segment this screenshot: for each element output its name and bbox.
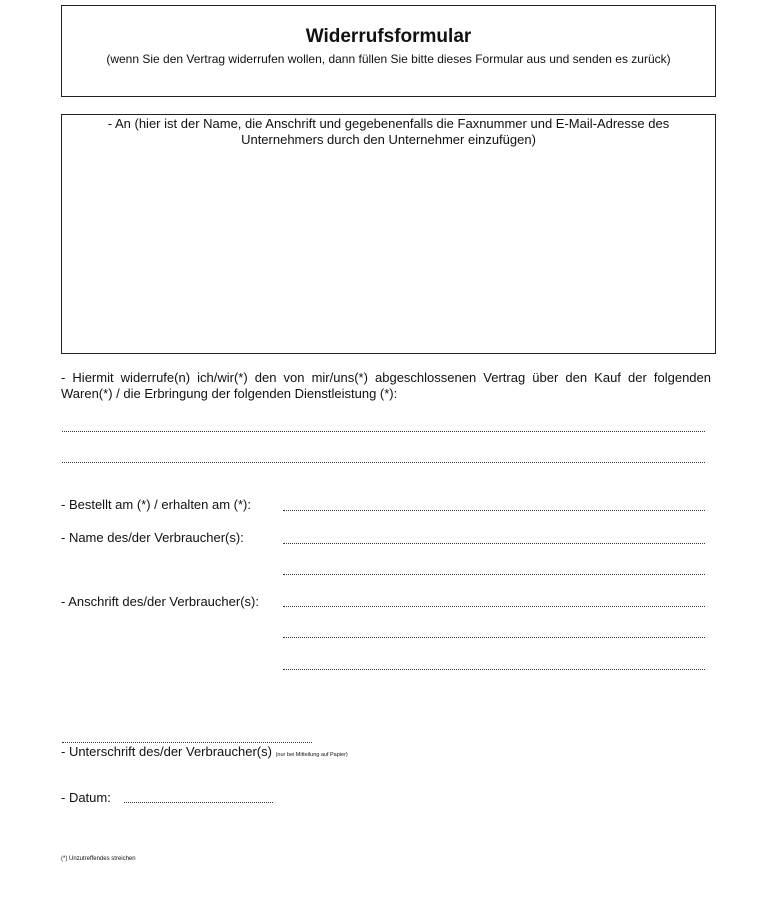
declaration-text: - Hiermit widerrufe(n) ich/wir(*) den von mir/uns(*) abgeschlossenen Vertrag über den Kauf der folgenden Waren(*) / die Erbringung der folgenden Dienstleistung (*):	[61, 370, 711, 401]
signature-line[interactable]	[62, 742, 312, 743]
recipient-box[interactable]	[61, 114, 716, 354]
address-label: - Anschrift des/der Verbraucher(s):	[61, 594, 259, 609]
ordered-date-line[interactable]	[283, 510, 705, 511]
date-label: - Datum:	[61, 790, 111, 805]
form-subtitle: (wenn Sie den Vertrag widerrufen wollen, dann füllen Sie bitte dieses Formular aus und senden es zurück)	[106, 52, 671, 66]
footnote: (*) Unzutreffendes streichen	[61, 856, 136, 862]
title-box	[61, 5, 716, 97]
recipient-instructions: - An (hier ist der Name, die Anschrift und gegebenenfalls die Faxnummer und E-Mail-Adresse des Unternehmers durch den Unternehmer einzufügen)	[107, 116, 670, 147]
signature-label-text: - Unterschrift des/der Verbraucher(s)	[61, 744, 272, 759]
signature-label	[61, 744, 348, 759]
goods-line-1[interactable]	[62, 431, 705, 432]
address-line-3[interactable]	[283, 669, 705, 670]
address-line-2[interactable]	[283, 637, 705, 638]
address-line-1[interactable]	[283, 606, 705, 607]
ordered-label: - Bestellt am (*) / erhalten am (*):	[61, 497, 251, 512]
date-line[interactable]	[124, 802, 273, 803]
goods-line-2[interactable]	[62, 462, 705, 463]
form-title: Widerrufsformular	[305, 26, 472, 47]
name-label: - Name des/der Verbraucher(s):	[61, 530, 244, 545]
signature-note: (nur bei Mitteilung auf Papier)	[275, 752, 348, 758]
name-line-1[interactable]	[283, 543, 705, 544]
name-line-2[interactable]	[283, 574, 705, 575]
